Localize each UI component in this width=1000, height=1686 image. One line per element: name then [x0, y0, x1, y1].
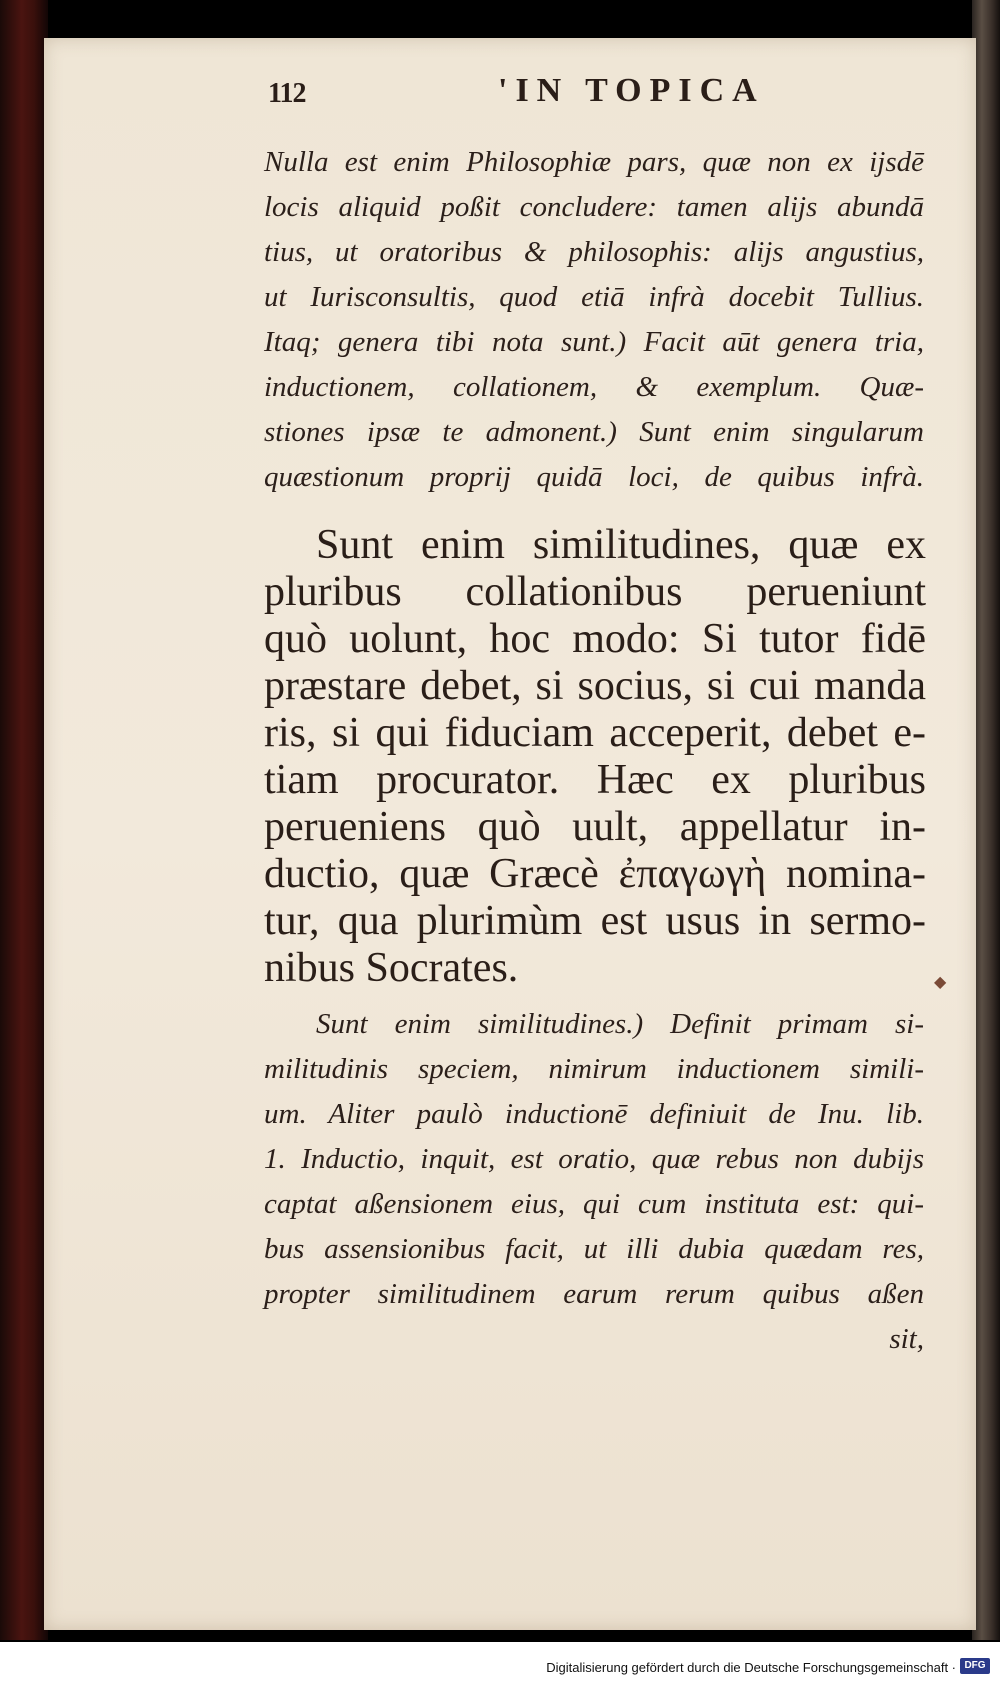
commentary-line: propter similitudinem earum rerum quibus aßen — [264, 1278, 924, 1310]
commentary-line: locis aliquid poßit concludere: tamen alijs abundā — [264, 191, 924, 223]
commentary-line: militudinis speciem, nimirum inductionem simili- — [264, 1053, 924, 1085]
main-text-line: perueniens quò uult, appellatur in- — [264, 804, 926, 850]
page-header — [268, 72, 918, 116]
main-text-line: ductio, quæ Græcè ἐπαγωγὴ nomina- — [264, 851, 926, 897]
main-text-line: præstare debet, si socius, si cui manda — [264, 663, 926, 709]
commentary-line: Sunt enim similitudines.) Definit primam si- — [316, 1008, 924, 1040]
commentary-line: um. Aliter paulò inductionē definiuit de Inu. lib. — [264, 1098, 924, 1130]
main-text-line: Sunt enim similitudines, quæ ex — [316, 522, 926, 568]
commentary-bottom — [264, 1002, 924, 1362]
commentary-line: 1. Inductio, inquit, est oratio, quæ rebus non dubijs — [264, 1143, 924, 1175]
funding-credit: Digitalisierung gefördert durch die Deutsche Forschungsgemeinschaft · — [546, 1660, 956, 1675]
book-spine-edge — [0, 0, 48, 1640]
main-text-line: nibus Socrates. — [264, 945, 519, 991]
commentary-line: tius, ut oratoribus & philosophis: alijs angustius, — [264, 236, 924, 268]
commentary-line: quæstionum proprij quidā loci, de quibus infrà. — [264, 461, 924, 493]
main-text — [264, 522, 926, 992]
commentary-line: bus assensionibus facit, ut illi dubia quædam res, — [264, 1233, 924, 1265]
commentary-line: Itaq; genera tibi nota sunt.) Facit aūt genera tria, — [264, 326, 924, 358]
commentary-top — [264, 140, 924, 500]
main-text-line: tur, qua plurimùm est usus in sermo- — [264, 898, 926, 944]
commentary-line: inductionem, collationem, & exemplum. Quæ- — [264, 371, 924, 403]
margin-mark-icon: ◆ — [934, 974, 947, 991]
commentary-line: Nulla est enim Philosophiæ pars, quæ non ex ijsdē — [264, 146, 924, 178]
commentary-line: stiones ipsæ te admonent.) Sunt enim singularum — [264, 416, 924, 448]
running-head: 'IN TOPICA — [498, 72, 765, 109]
page-number: 112 — [268, 78, 306, 109]
footer-bar — [0, 1642, 1000, 1686]
commentary-line: ut Iurisconsultis, quod etiā infrà docebit Tullius. — [264, 281, 924, 313]
main-text-line: ris, si qui fiduciam acceperit, debet e- — [264, 710, 926, 756]
main-text-line: pluribus collationibus perueniunt — [264, 569, 926, 615]
page-stack-edge — [972, 0, 1000, 1640]
catchword: sit, — [889, 1323, 924, 1355]
main-text-line: quò uolunt, hoc modo: Si tutor fidē — [264, 616, 926, 662]
main-text-line: tiam procurator. Hæc ex pluribus — [264, 757, 926, 803]
dfg-logo: DFG — [960, 1658, 990, 1674]
commentary-line: captat aßensionem eius, qui cum instituta est: qui- — [264, 1188, 924, 1220]
